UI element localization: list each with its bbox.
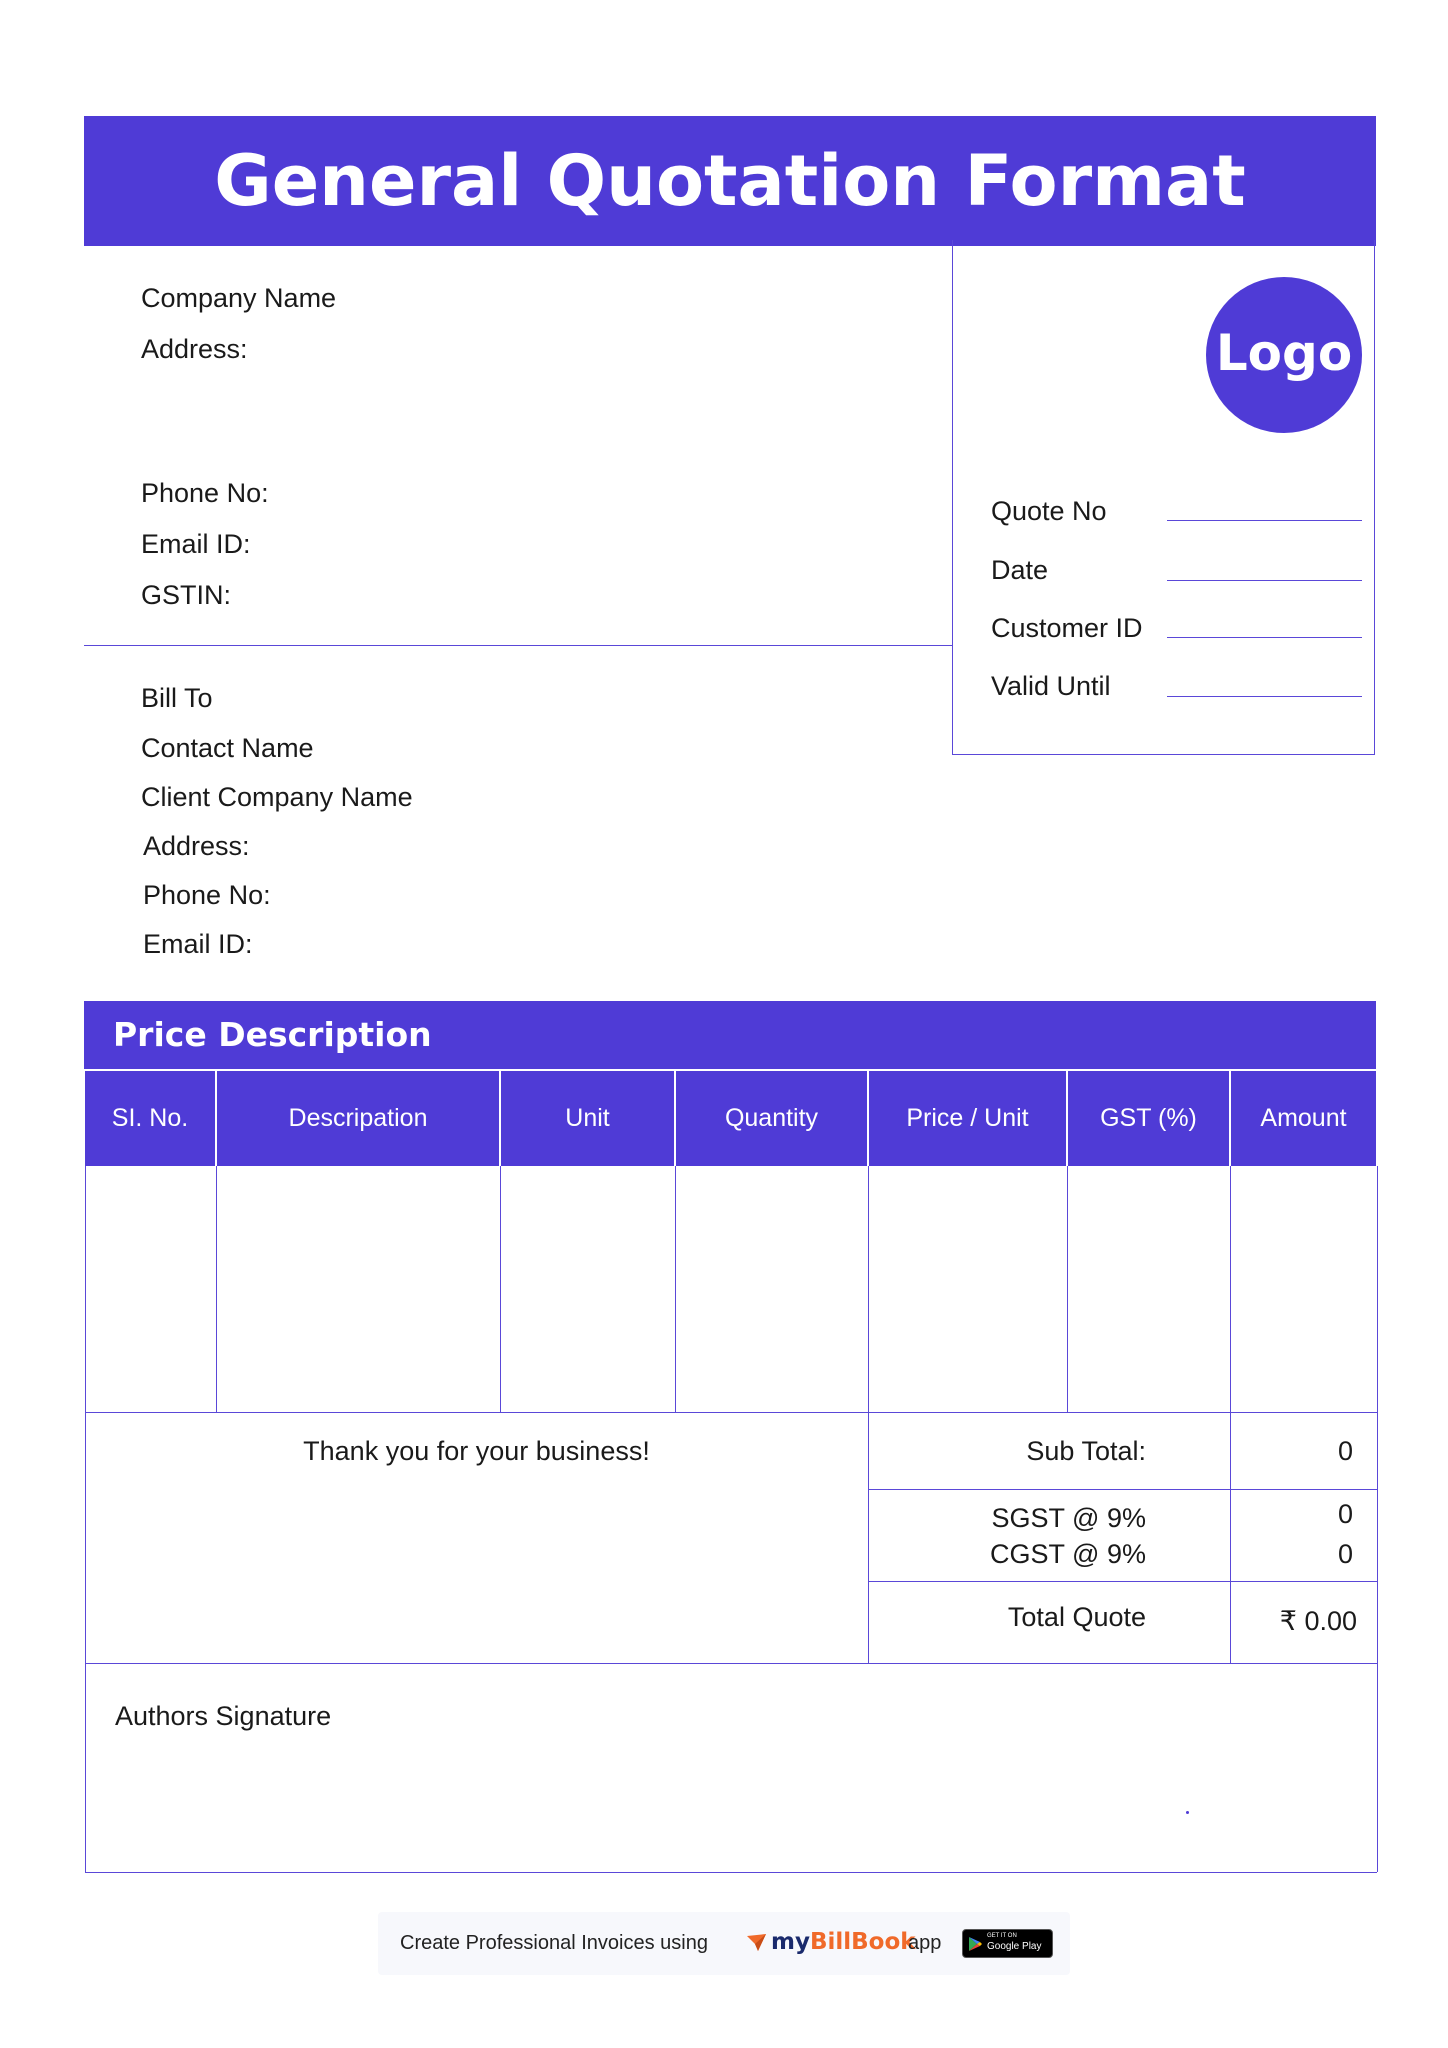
quote-no-label: Quote No (991, 496, 1107, 526)
price-description-heading: Price Description (84, 1001, 1376, 1069)
total-quote-label: Total Quote (1007, 1602, 1146, 1632)
promo-banner[interactable] (378, 1912, 1070, 1975)
client-address-label: Address: (143, 831, 250, 861)
subtotal-value: 0 (1337, 1436, 1353, 1466)
date-label: Date (991, 555, 1049, 585)
client-company-label: Client Company Name (141, 782, 413, 812)
company-email-label: Email ID: (141, 529, 251, 559)
col-header-gst: GST (%) (1068, 1071, 1229, 1166)
promo-text: Create Professional Invoices using (400, 1932, 708, 1954)
company-gstin-label: GSTIN: (141, 580, 232, 610)
company-phone-label: Phone No: (141, 478, 269, 508)
brand-name: myBillBook (771, 1929, 916, 1955)
col-header-quantity: Quantity (676, 1071, 867, 1166)
mybillbook-logo-icon (746, 1933, 768, 1959)
quote-no-field[interactable] (1167, 520, 1362, 521)
customer-id-label: Customer ID (991, 613, 1143, 643)
contact-name-label: Contact Name (141, 733, 314, 763)
sgst-label: SGST @ 9% (991, 1503, 1146, 1533)
valid-until-label: Valid Until (991, 671, 1111, 701)
google-play-badge[interactable]: GET IT ON Google Play (962, 1929, 1053, 1958)
signature-dot (1186, 1811, 1189, 1814)
col-header-unit: Unit (501, 1071, 674, 1166)
total-quote-value: ₹ 0.00 (1279, 1606, 1357, 1636)
authors-signature-label: Authors Signature (115, 1701, 332, 1731)
cgst-value: 0 (1337, 1539, 1353, 1569)
customer-id-field[interactable] (1167, 637, 1362, 638)
play-store-icon (968, 1935, 983, 1958)
company-name-label: Company Name (141, 283, 337, 313)
thank-you-note: Thank you for your business! (303, 1436, 650, 1466)
sgst-value: 0 (1337, 1499, 1353, 1529)
col-header-description: Descripation (217, 1071, 499, 1166)
valid-until-field[interactable] (1167, 696, 1362, 697)
col-header-amount: Amount (1231, 1071, 1376, 1166)
subtotal-label: Sub Total: (1026, 1436, 1146, 1466)
col-header-price-unit: Price / Unit (869, 1071, 1066, 1166)
page-title: General Quotation Format (84, 116, 1376, 246)
app-word: app (908, 1932, 942, 1954)
company-address-label: Address: (141, 334, 248, 364)
date-field[interactable] (1167, 580, 1362, 581)
cgst-label: CGST @ 9% (990, 1539, 1146, 1569)
logo-placeholder: Logo (1206, 277, 1362, 433)
client-email-label: Email ID: (143, 929, 253, 959)
bill-to-heading: Bill To (141, 683, 213, 713)
client-phone-label: Phone No: (143, 880, 271, 910)
col-header-sl-no: SI. No. (85, 1071, 215, 1166)
section-divider (84, 645, 953, 646)
